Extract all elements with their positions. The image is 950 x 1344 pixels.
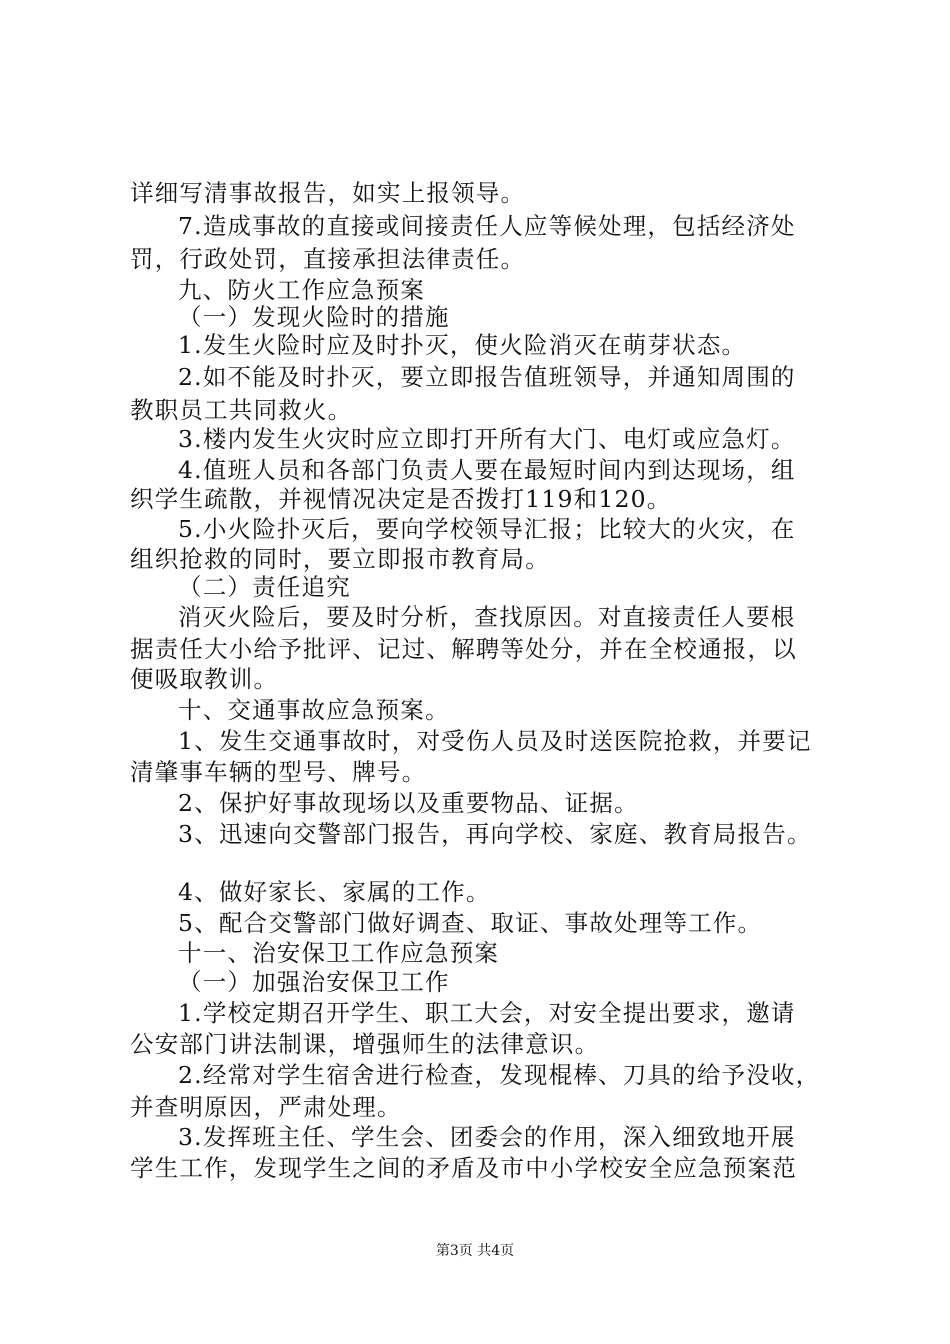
section-heading: 九、防火工作应急预案 [178,276,425,304]
paragraph-line: 3.发挥班主任、学生会、团委会的作用，深入细致地开展 [178,1123,796,1151]
paragraph-line: 1.发生火险时应及时扑灭，使火险消灭在萌芽状态。 [178,331,747,359]
paragraph-line: 组织抢救的同时，要立即报市教育局。 [130,545,550,573]
paragraph-line: 并查明原因，严肃处理。 [130,1093,402,1121]
paragraph-line: 清肇事车辆的型号、牌号。 [130,758,427,786]
paragraph-line: 罚，行政处罚，直接承担法律责任。 [130,245,526,273]
paragraph-line: 便吸取教训。 [130,665,279,693]
paragraph-line: 2.经常对学生宿舍进行检查，发现棍棒、刀具的给予没收， [178,1061,821,1089]
paragraph-line: 3.楼内发生火灾时应立即打开所有大门、电灯或应急灯。 [178,425,796,453]
section-heading: 十、交通事故应急预案。 [178,696,450,724]
paragraph-line: 5.小火险扑灭后，要向学校领导汇报；比较大的火灾，在 [178,515,796,543]
paragraph-line: 2.如不能及时扑灭，要立即报告值班领导，并通知周围的 [178,363,796,391]
paragraph-line: 据责任大小给予批评、记过、解聘等处分，并在全校通报，以 [130,635,797,663]
paragraph-line: 学生工作，发现学生之间的矛盾及市中小学校安全应急预案范 [130,1154,797,1182]
paragraph-line: 7.造成事故的直接或间接责任人应等候处理，包括经济处 [178,212,796,240]
paragraph-line: 教职员工共同救火。 [130,396,353,424]
subsection-heading: （一）加强治安保卫工作 [178,968,450,996]
paragraph-line: 1.学校定期召开学生、职工大会，对安全提出要求，邀请 [178,999,796,1027]
paragraph-line: 4.值班人员和各部门负责人要在最短时间内到达现场，组 [178,456,796,484]
paragraph-line: 4、做好家长、家属的工作。 [178,878,491,906]
subsection-heading: （一）发现火险时的措施 [178,303,450,331]
paragraph-line: 织学生疏散，并视情况决定是否拨打119和120。 [130,485,672,513]
page-footer: 第3页 共4页 [435,1243,515,1259]
subsection-heading: （二）责任追究 [178,573,351,601]
paragraph-line: 5、配合交警部门做好调查、取证、事故处理等工作。 [178,909,763,937]
paragraph-line: 消灭火险后，要及时分析，查找原因。对直接责任人要根 [178,603,796,631]
section-heading: 十一、治安保卫工作应急预案 [178,939,500,967]
paragraph-line: 3、迅速向交警部门报告，再向学校、家庭、教育局报告。 [178,820,812,848]
paragraph-line: 公安部门讲法制课，增强师生的法律意识。 [130,1030,600,1058]
paragraph-line: 1、发生交通事故时，对受伤人员及时送医院抢救，并要记 [178,727,812,755]
paragraph-line: 详细写清事故报告，如实上报领导。 [130,179,526,207]
paragraph-line: 2、保护好事故现场以及重要物品、证据。 [178,789,639,817]
